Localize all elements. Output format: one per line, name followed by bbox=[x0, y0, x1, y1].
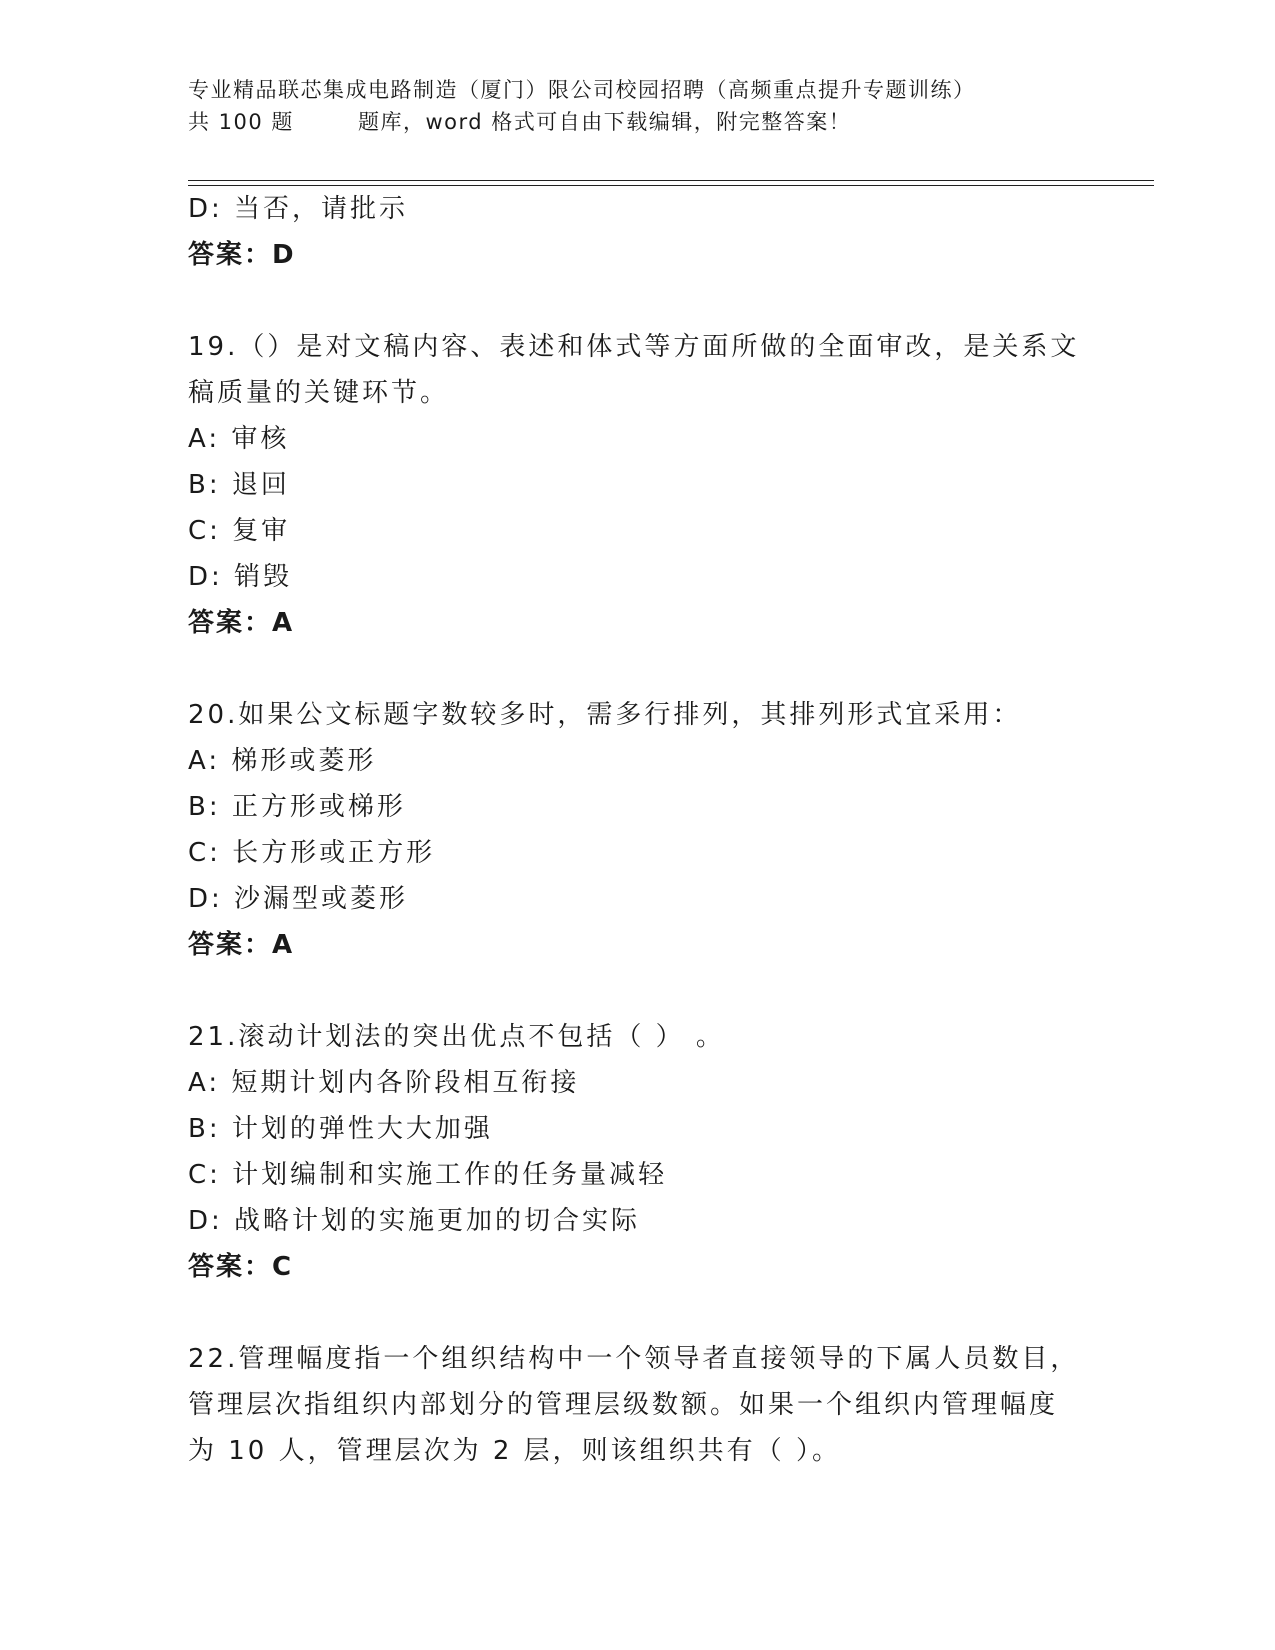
answer: 答案：C bbox=[188, 1252, 294, 1282]
question-stem: 稿质量的关键环节。 bbox=[188, 378, 450, 408]
header-subtitle bbox=[188, 106, 1148, 138]
option-c: C: 计划编制和实施工作的任务量减轻 bbox=[188, 1160, 668, 1190]
option-a: A: 审核 bbox=[188, 424, 290, 454]
prev-answer: 答案：D bbox=[188, 240, 296, 270]
option-d: D: 沙漏型或菱形 bbox=[188, 884, 409, 914]
question-stem: 22.管理幅度指一个组织结构中一个领导者直接领导的下属人员数目， bbox=[188, 1344, 1080, 1374]
option-d: D: 销毁 bbox=[188, 562, 293, 592]
question-stem: 19.（）是对文稿内容、表述和体式等方面所做的全面审改，是关系文 bbox=[188, 332, 1080, 362]
question-stem: 为 10 人，管理层次为 2 层，则该组织共有（ ）。 bbox=[188, 1436, 841, 1466]
question-count: 共 100 题 bbox=[188, 110, 294, 134]
question-22 bbox=[188, 1336, 1088, 1474]
option-a: A: 梯形或菱形 bbox=[188, 746, 377, 776]
answer: 答案：A bbox=[188, 608, 295, 638]
question-stem: 管理层次指组织内部划分的管理层级数额。如果一个组织内管理幅度 bbox=[188, 1390, 1059, 1420]
header-divider-top bbox=[188, 180, 1154, 181]
option-b: B: 正方形或梯形 bbox=[188, 792, 406, 822]
option-c: C: 复审 bbox=[188, 516, 291, 546]
option-a: A: 短期计划内各阶段相互衔接 bbox=[188, 1068, 580, 1098]
option-c: C: 长方形或正方形 bbox=[188, 838, 436, 868]
option-b: B: 计划的弹性大大加强 bbox=[188, 1114, 493, 1144]
option-b: B: 退回 bbox=[188, 470, 290, 500]
option-d: D: 战略计划的实施更加的切合实际 bbox=[188, 1206, 641, 1236]
document-body bbox=[188, 186, 1088, 1474]
question-stem: 21.滚动计划法的突出优点不包括（ ） 。 bbox=[188, 1022, 725, 1052]
prev-option-d: D: 当否，请批示 bbox=[188, 194, 409, 224]
header-description: 题库，word 格式可自由下载编辑，附完整答案！ bbox=[358, 110, 852, 134]
answer: 答案：A bbox=[188, 930, 295, 960]
header-title: 专业精品联芯集成电路制造（厦门）限公司校园招聘（高频重点提升专题训练） bbox=[188, 78, 976, 102]
page-header bbox=[188, 74, 1148, 138]
question-19 bbox=[188, 324, 1088, 646]
question-21 bbox=[188, 1014, 1088, 1290]
question-20 bbox=[188, 692, 1088, 968]
question-stem: 20.如果公文标题字数较多时，需多行排列，其排列形式宜采用： bbox=[188, 700, 1022, 730]
